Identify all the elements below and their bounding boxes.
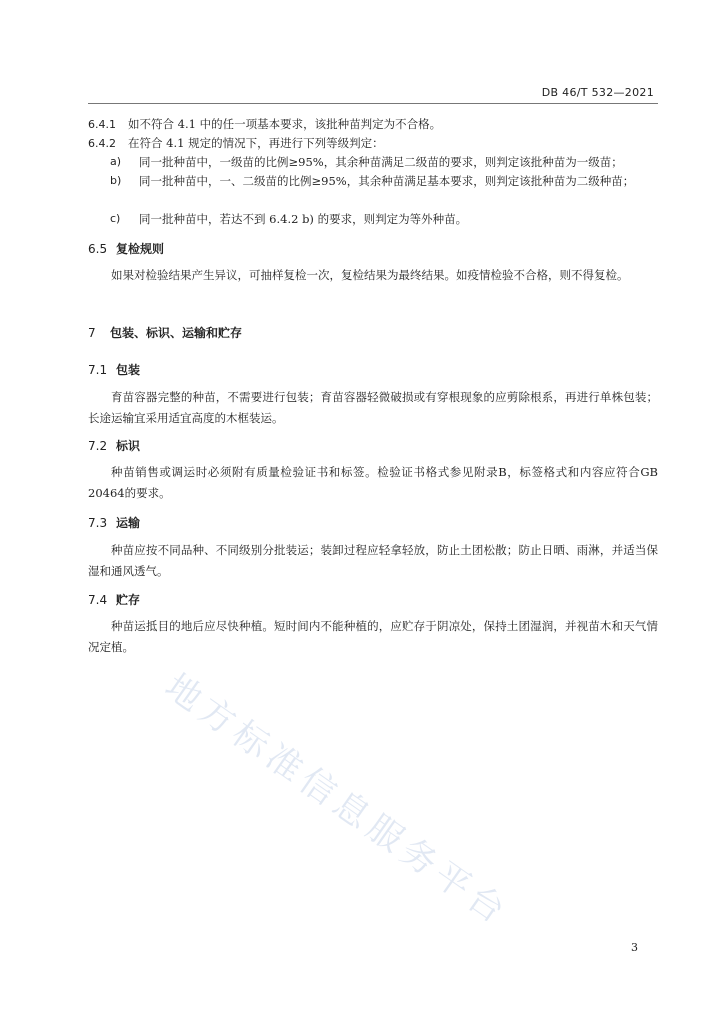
section-title: 标识: [116, 439, 141, 453]
clause-6-4-2: [88, 133, 658, 154]
list-item: [110, 209, 658, 229]
section-title: 贮存: [116, 593, 141, 607]
section-number: 7.2: [88, 439, 108, 453]
section-heading-7-4: [88, 591, 140, 608]
section-body-7-4: 种苗运抵目的地后应尽快种植。短时间内不能种植的，应贮存于阴凉处，保持土团湿润，并视苗木和天气情况定植。: [88, 619, 658, 654]
list-item-text: 同一批种苗中，若达不到 6.4.2 b) 的要求，则判定为等外种苗。: [139, 212, 468, 226]
list-item-text: 同一批种苗中，一、二级苗的比例≥95%，其余种苗满足基本要求，则判定该批种苗为二级种苗；: [139, 174, 635, 188]
section-title: 复检规则: [116, 242, 165, 256]
watermark: 地方标准信息服务平台: [157, 666, 517, 935]
section-title: 包装: [116, 363, 141, 377]
list-item-text: 同一批种苗中，一级苗的比例≥95%，其余种苗满足二级苗的要求，则判定该批种苗为一级苗；: [139, 155, 623, 169]
list-item-letter: c): [110, 212, 121, 225]
section-number: 7.3: [88, 516, 108, 530]
section-heading-7-3: [88, 514, 140, 531]
clause-6-4-1: [88, 114, 658, 135]
clause-number: 6.4.1: [88, 118, 116, 131]
section-heading-7-2: [88, 437, 140, 454]
section-number: 7.1: [88, 363, 108, 377]
clause-number: 6.4.2: [88, 137, 116, 150]
chapter-heading-7: [88, 324, 242, 341]
section-heading-6-5: [88, 240, 164, 257]
list-item: [110, 152, 658, 172]
list-item: [110, 171, 658, 191]
section-number: 6.5: [88, 242, 108, 256]
section-number: 7: [88, 326, 96, 340]
section-title: 运输: [116, 516, 141, 530]
page-number: 3: [631, 941, 638, 954]
clause-text: 在符合 4.1 规定的情况下，再进行下列等级判定：: [128, 136, 384, 150]
list-item-letter: a): [110, 155, 122, 168]
section-number: 7.4: [88, 593, 108, 607]
section-title: 包装、标识、运输和贮存: [110, 326, 243, 340]
section-body-7-3: 种苗应按不同品种、不同级别分批装运；装卸过程应轻拿轻放，防止土团松散；防止日晒、雨淋，并适当保湿和通风透气。: [88, 543, 658, 578]
section-body-7-2: 种苗销售或调运时必须附有质量检验证书和标签。检验证书格式参见附录B，标签格式和内容应符合GB 20464的要求。: [88, 465, 658, 500]
standard-code: DB 46/T 532—2021: [541, 86, 654, 99]
section-body-7-1: 育苗容器完整的种苗，不需要进行包装；育苗容器轻微破损或有穿根现象的应剪除根系，再进行单株包装；长途运输宜采用适宜高度的木框装运。: [88, 390, 658, 425]
section-heading-7-1: [88, 361, 140, 378]
list-item-letter: b): [110, 174, 122, 187]
section-body-6-5: 如果对检验结果产生异议，可抽样复检一次，复检结果为最终结果。如疫情检验不合格，则不得复检。: [111, 268, 629, 282]
header-divider: [88, 103, 658, 104]
clause-text: 如不符合 4.1 中的任一项基本要求，该批种苗判定为不合格。: [128, 117, 442, 131]
